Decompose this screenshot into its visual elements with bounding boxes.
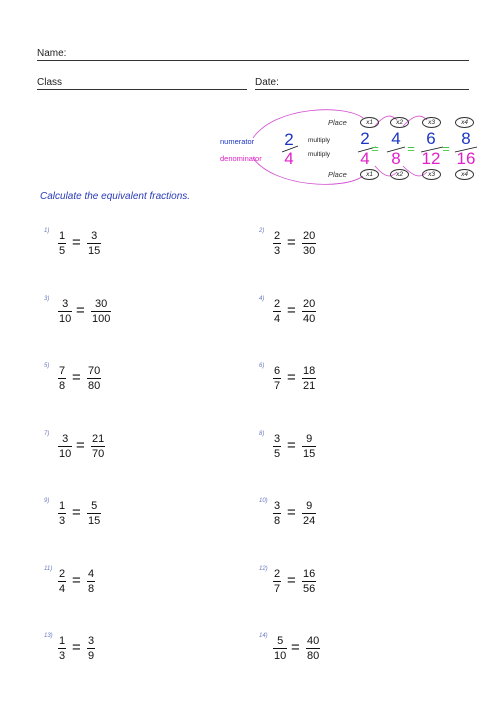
right-numerator: 9 <box>306 432 313 445</box>
right-numerator: 4 <box>88 567 95 580</box>
right-fraction <box>87 635 95 662</box>
left-fraction <box>273 568 281 595</box>
problem-number: 10) <box>259 498 268 504</box>
right-fraction <box>87 568 95 595</box>
factor-x2-bottom: x2 <box>390 169 409 180</box>
equivalent-fractions-example <box>215 108 485 186</box>
left-numerator: 1 <box>59 230 66 242</box>
left-fraction <box>58 433 72 460</box>
left-numerator: 2 <box>274 297 281 310</box>
left-fraction <box>58 500 66 527</box>
multiply-label-top: multiply <box>308 137 331 144</box>
left-numerator: 3 <box>62 432 69 445</box>
left-denominator: 4 <box>274 312 281 325</box>
right-denominator: 9 <box>88 650 95 662</box>
left-denominator: 3 <box>274 245 281 257</box>
equals-sign: = <box>76 301 85 319</box>
right-denominator: 100 <box>92 312 111 325</box>
left-numerator: 3 <box>62 297 69 310</box>
left-denominator: 3 <box>59 650 66 662</box>
left-fraction <box>58 298 72 325</box>
equals-sign: = <box>72 571 81 589</box>
problem-number: 11) <box>44 565 53 572</box>
left-fraction <box>58 230 66 257</box>
right-fraction <box>87 500 101 527</box>
equals-sign: = <box>287 234 296 251</box>
right-fraction <box>302 433 316 460</box>
right-numerator: 3 <box>91 230 98 242</box>
problem-number: 3) <box>44 295 50 302</box>
left-denominator: 7 <box>274 582 281 595</box>
base-denominator: 4 <box>284 149 294 168</box>
problem-number: 8) <box>259 430 265 437</box>
right-denominator: 8 <box>88 582 95 595</box>
right-numerator: 9 <box>306 500 313 512</box>
left-numerator: 2 <box>274 567 281 580</box>
name-label: Name: <box>37 48 67 59</box>
right-denominator: 70 <box>92 447 105 460</box>
name-line[interactable] <box>37 60 469 61</box>
equals-sign: = <box>287 369 296 386</box>
left-fraction <box>58 365 66 392</box>
problem-number: 9) <box>44 498 50 504</box>
left-denominator: 8 <box>59 380 66 392</box>
left-fraction <box>273 298 281 325</box>
right-denominator: 40 <box>303 312 316 325</box>
right-fraction <box>87 365 101 392</box>
left-denominator: 4 <box>59 582 66 595</box>
equals-sign: = <box>287 436 296 454</box>
right-fraction <box>91 298 111 325</box>
right-numerator: 30 <box>95 297 108 310</box>
equals-sign: = <box>287 571 296 589</box>
place-label-top: Place <box>328 118 347 127</box>
eq4-denominator: 16 <box>456 149 476 168</box>
right-numerator: 70 <box>88 365 101 377</box>
eq-sign-2: = <box>407 141 415 156</box>
multiply-label-bottom: multiply <box>308 151 331 158</box>
left-denominator: 7 <box>274 380 281 392</box>
factor-x1-bottom: x1 <box>360 169 379 180</box>
problem-number: 6) <box>259 363 265 369</box>
left-numerator: 2 <box>59 567 66 580</box>
right-denominator: 15 <box>88 245 101 257</box>
left-fraction <box>273 230 281 257</box>
class-line[interactable] <box>37 89 247 90</box>
problem-number: 4) <box>259 295 265 302</box>
problem-number: 14) <box>259 633 268 639</box>
left-numerator: 5 <box>277 635 284 647</box>
right-denominator: 56 <box>303 582 316 595</box>
left-numerator: 1 <box>59 635 66 647</box>
left-denominator: 10 <box>59 312 72 325</box>
denominator-label: denominator <box>220 154 262 163</box>
eq2-denominator: 8 <box>391 149 401 168</box>
right-fraction <box>302 568 316 595</box>
right-fraction <box>302 365 316 392</box>
right-denominator: 15 <box>88 515 101 527</box>
equals-sign: = <box>72 234 81 251</box>
left-denominator: 3 <box>59 515 66 527</box>
right-numerator: 20 <box>303 230 316 242</box>
left-numerator: 1 <box>59 500 66 512</box>
class-label: Class <box>37 77 63 88</box>
problem-number: 12) <box>259 565 268 572</box>
left-numerator: 2 <box>274 230 281 242</box>
left-numerator: 6 <box>274 365 281 377</box>
factor-x2-top: x2 <box>390 117 409 128</box>
right-fraction <box>87 230 101 257</box>
equals-sign: = <box>287 504 296 521</box>
place-label-bottom: Place <box>328 170 347 179</box>
equals-sign: = <box>287 301 296 319</box>
right-denominator: 80 <box>88 380 101 392</box>
right-denominator: 24 <box>303 515 316 527</box>
base-numerator: 2 <box>284 130 294 149</box>
problem-number: 1) <box>44 228 50 234</box>
date-label: Date: <box>255 77 279 88</box>
left-fraction <box>273 433 281 460</box>
eq3-numerator: 6 <box>426 129 436 148</box>
date-line[interactable] <box>255 89 469 90</box>
eq1-denominator: 4 <box>360 149 370 168</box>
right-fraction <box>91 433 105 460</box>
right-denominator: 80 <box>307 650 320 662</box>
eq4-numerator: 8 <box>461 129 471 148</box>
right-numerator: 5 <box>91 500 98 512</box>
equals-sign: = <box>72 369 81 386</box>
eq3-denominator: 12 <box>421 149 441 168</box>
eq1-numerator: 2 <box>360 129 370 148</box>
left-denominator: 5 <box>274 447 281 460</box>
right-denominator: 21 <box>303 380 316 392</box>
left-denominator: 5 <box>59 245 66 257</box>
problem-number: 13) <box>44 633 53 639</box>
equals-sign: = <box>72 639 81 656</box>
left-denominator: 10 <box>59 447 72 460</box>
factor-x4-bottom: x4 <box>455 169 474 180</box>
right-numerator: 40 <box>307 635 320 647</box>
right-fraction <box>306 635 320 662</box>
factor-x1-top: x1 <box>360 117 379 128</box>
left-fraction <box>58 635 66 662</box>
right-fraction <box>302 230 316 257</box>
right-numerator: 3 <box>88 635 95 647</box>
left-numerator: 7 <box>59 365 66 377</box>
instructions: Calculate the equivalent fractions. <box>40 191 191 202</box>
factor-x3-bottom: x3 <box>422 169 441 180</box>
left-fraction <box>273 365 281 392</box>
right-fraction <box>302 500 316 527</box>
left-fraction <box>58 568 66 595</box>
eq-sign-1: = <box>371 141 379 156</box>
left-fraction <box>273 500 281 527</box>
problem-number: 5) <box>44 363 50 369</box>
numerator-label: numerator <box>220 137 255 146</box>
right-numerator: 21 <box>92 432 105 445</box>
equals-sign: = <box>76 436 85 454</box>
equals-sign: = <box>72 504 81 521</box>
eq-sign-3: = <box>442 141 450 156</box>
eq2-numerator: 4 <box>391 129 401 148</box>
right-numerator: 16 <box>303 567 316 580</box>
right-denominator: 15 <box>303 447 316 460</box>
problem-number: 7) <box>44 430 50 437</box>
factor-x3-top: x3 <box>422 117 441 128</box>
right-numerator: 18 <box>303 365 316 377</box>
left-numerator: 3 <box>274 500 281 512</box>
left-numerator: 3 <box>274 432 281 445</box>
right-fraction <box>302 298 316 325</box>
right-denominator: 30 <box>303 245 316 257</box>
equals-sign: = <box>291 639 300 656</box>
left-denominator: 8 <box>274 515 281 527</box>
factor-x4-top: x4 <box>455 117 474 128</box>
left-denominator: 10 <box>274 650 287 662</box>
left-fraction <box>273 635 287 662</box>
problem-number: 2) <box>259 228 265 234</box>
right-numerator: 20 <box>303 297 316 310</box>
